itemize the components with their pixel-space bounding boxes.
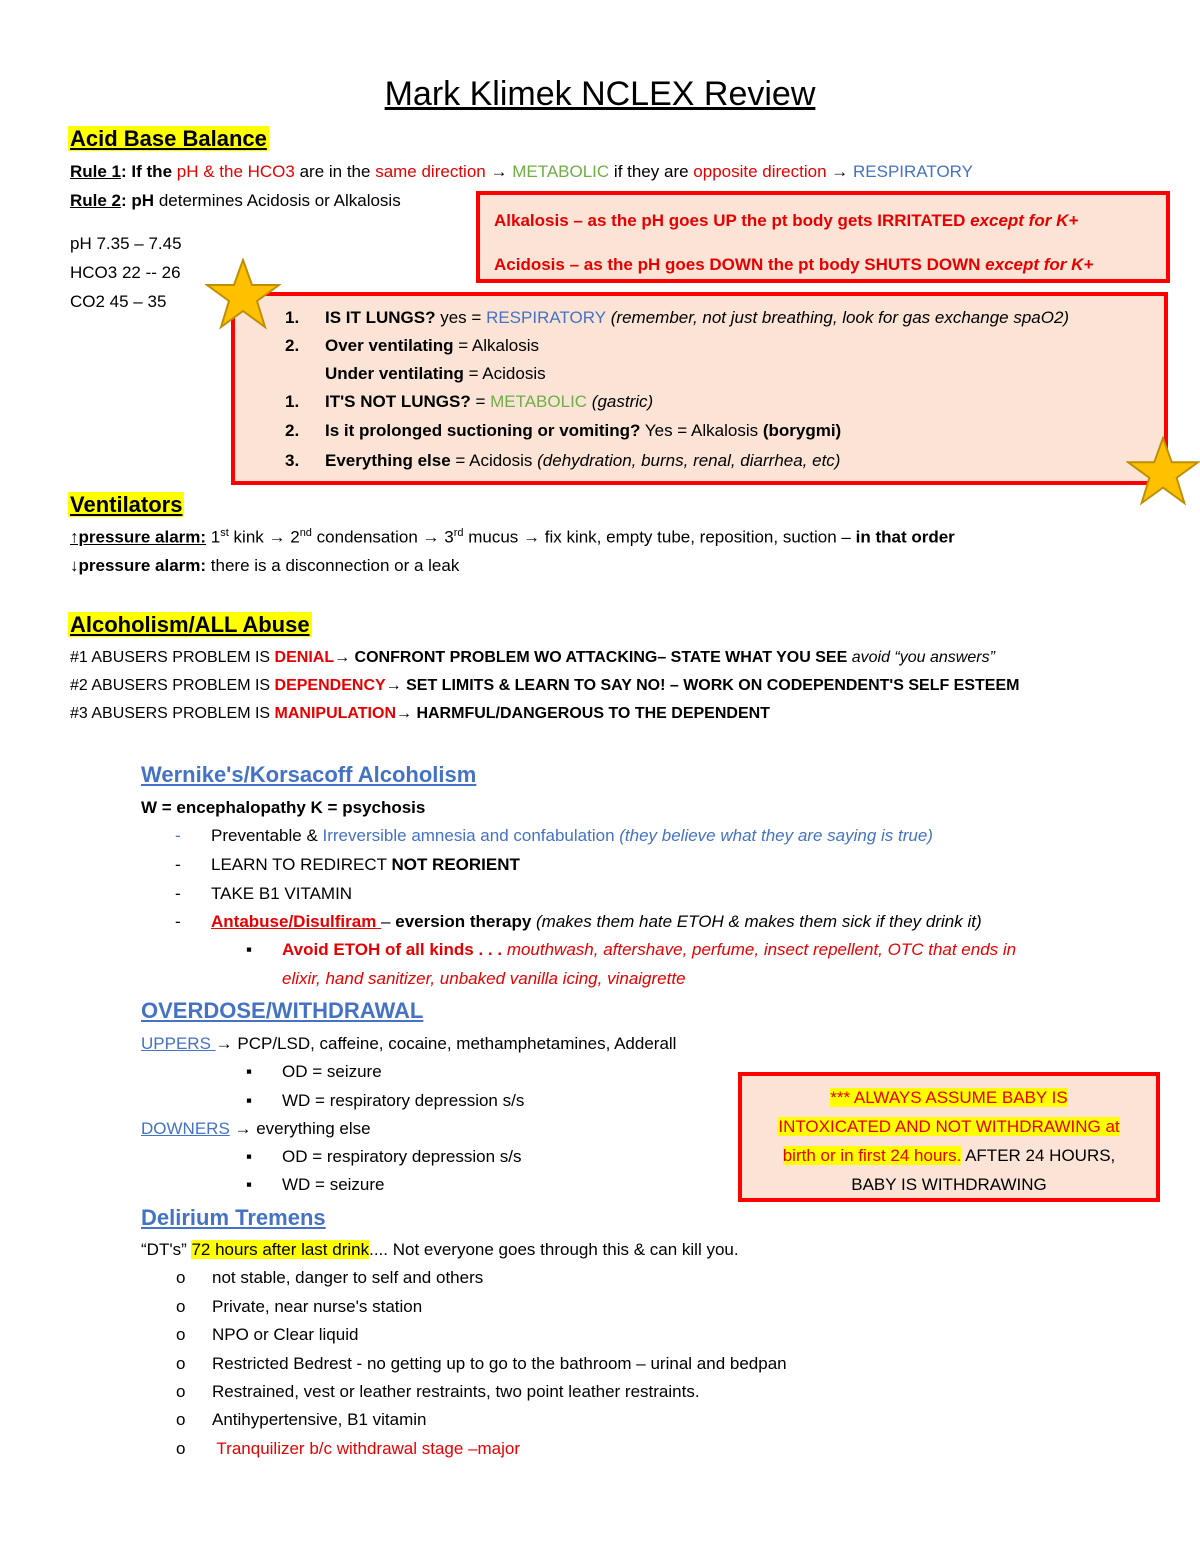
rule-1-label: Rule 1	[70, 162, 122, 181]
avoid-etoh-line-1: ▪ Avoid ETOH of all kinds . . . mouthwash, aftershave, perfume, insect repellent, OTC that ends in	[246, 940, 1017, 959]
overdose-heading: OVERDOSE/WITHDRAWAL	[141, 998, 424, 1023]
abuser-problem-1: #1 ABUSERS PROBLEM IS DENIAL→ CONFRONT PROBLEM WO ATTACKING– STATE WHAT YOU SEE avoid “you answers”	[70, 649, 995, 666]
wernike-bullet-4: - Antabuse/Disulfiram – eversion therapy (makes them hate ETOH & makes them sick if they drink it)	[175, 912, 982, 931]
ph-range: pH 7.35 – 7.45	[70, 234, 182, 253]
rule-2-line: Rule 2: pH determines Acidosis or Alkalosis	[70, 191, 401, 210]
high-pressure-alarm-line: ↑pressure alarm: 1st kink → 2nd condensation → 3rd mucus → fix kink, empty tube, reposition, suction – in that order	[70, 527, 955, 547]
not-lungs-item-3: 3. Everything else = Acidosis (dehydration, burns, renal, diarrhea, etc)	[285, 451, 841, 470]
alcoholism-heading: Alcoholism/ALL Abuse	[70, 612, 310, 637]
rule-2-label: Rule 2	[70, 191, 122, 210]
lungs-item-1: 1. IS IT LUNGS? yes = RESPIRATORY (remember, not just breathing, look for gas exchange spaO2)	[285, 308, 1070, 327]
abuser-problem-2: #2 ABUSERS PROBLEM IS DEPENDENCY→ SET LIMITS & LEARN TO SAY NO! – WORK ON CODEPENDENT'S SELF ESTEEM	[70, 677, 1020, 694]
alkalosis-line: Alkalosis – as the pH goes UP the pt body gets IRRITATED except for K+	[494, 211, 1079, 230]
dt-item: o Restricted Bedrest - no getting up to go to the bathroom – urinal and bedpan	[176, 1354, 787, 1373]
uppers-od: ▪ OD = seizure	[246, 1062, 382, 1081]
dt-item: o Private, near nurse's station	[176, 1297, 423, 1316]
dt-intro: “DT's” 72 hours after last drink.... Not everyone goes through this & can kill you.	[141, 1240, 739, 1259]
downers-od: ▪ OD = respiratory depression s/s	[246, 1147, 522, 1166]
baby-box-line-2: INTOXICATED AND NOT WITHDRAWING at	[778, 1117, 1120, 1136]
downers-wd: ▪ WD = seizure	[246, 1175, 385, 1194]
downers-line: DOWNERS → everything else	[141, 1119, 371, 1138]
wernike-definition: W = encephalopathy K = psychosis	[141, 798, 426, 817]
not-lungs-item-2: 2. Is it prolonged suctioning or vomiting? Yes = Alkalosis (borygmi)	[285, 421, 842, 440]
acid-base-heading: Acid Base Balance	[70, 126, 267, 151]
wernike-bullet-2: - LEARN TO REDIRECT NOT REORIENT	[175, 855, 520, 874]
baby-box-line-3: birth or in first 24 hours. AFTER 24 HOURS,	[782, 1146, 1116, 1165]
dt-item: o Antihypertensive, B1 vitamin	[176, 1410, 427, 1429]
uppers-line: UPPERS → PCP/LSD, caffeine, cocaine, methamphetamines, Adderall	[141, 1034, 677, 1053]
ventilators-heading: Ventilators	[70, 492, 183, 517]
dt-item: o Restrained, vest or leather restraints, two point leather restraints.	[176, 1382, 700, 1401]
page-title: Mark Klimek NCLEX Review	[384, 75, 816, 113]
hco3-range: HCO3 22 -- 26	[70, 263, 181, 282]
not-lungs-item-1: 1. IT'S NOT LUNGS? = METABOLIC (gastric)	[285, 392, 654, 411]
baby-withdrawal-box	[738, 1072, 1160, 1202]
lungs-item-3: Under ventilating = Acidosis	[325, 364, 546, 383]
lungs-decision-box	[231, 292, 1168, 485]
acidosis-line: Acidosis – as the pH goes DOWN the pt body SHUTS DOWN except for K+	[494, 255, 1094, 274]
wernike-bullet-3: - TAKE B1 VITAMIN	[175, 884, 353, 903]
delirium-heading: Delirium Tremens	[141, 1205, 326, 1230]
low-pressure-alarm-line: ↓pressure alarm: there is a disconnection or a leak	[70, 556, 460, 575]
avoid-etoh-line-2: elixir, hand sanitizer, unbaked vanilla icing, vinaigrette	[282, 969, 686, 988]
star-icon	[1126, 436, 1200, 506]
rule-1-line: Rule 1: If the pH & the HCO3 are in the same direction → METABOLIC if they are opposite direction → RESPIRATORY	[70, 162, 973, 181]
dt-item-tranquilizer: o Tranquilizer b/c withdrawal stage –major	[176, 1439, 521, 1458]
alkalosis-acidosis-box	[476, 191, 1170, 283]
dt-item: o not stable, danger to self and others	[176, 1268, 484, 1287]
wernike-bullet-1: - Preventable & Irreversible amnesia and confabulation (they believe what they are saying is true)	[175, 826, 933, 845]
co2-range: CO2 45 – 35	[70, 292, 167, 311]
baby-box-line-4: BABY IS WITHDRAWING	[851, 1175, 1047, 1194]
wernike-heading: Wernike's/Korsacoff Alcoholism	[141, 762, 477, 787]
abuser-problem-3: #3 ABUSERS PROBLEM IS MANIPULATION→ HARMFUL/DANGEROUS TO THE DEPENDENT	[70, 705, 770, 722]
star-icon	[205, 258, 281, 330]
lungs-item-2: 2. Over ventilating = Alkalosis	[285, 336, 539, 355]
baby-box-line-1: *** ALWAYS ASSUME BABY IS	[830, 1088, 1068, 1107]
uppers-wd: ▪ WD = respiratory depression s/s	[246, 1091, 525, 1110]
dt-item: o NPO or Clear liquid	[176, 1325, 359, 1344]
